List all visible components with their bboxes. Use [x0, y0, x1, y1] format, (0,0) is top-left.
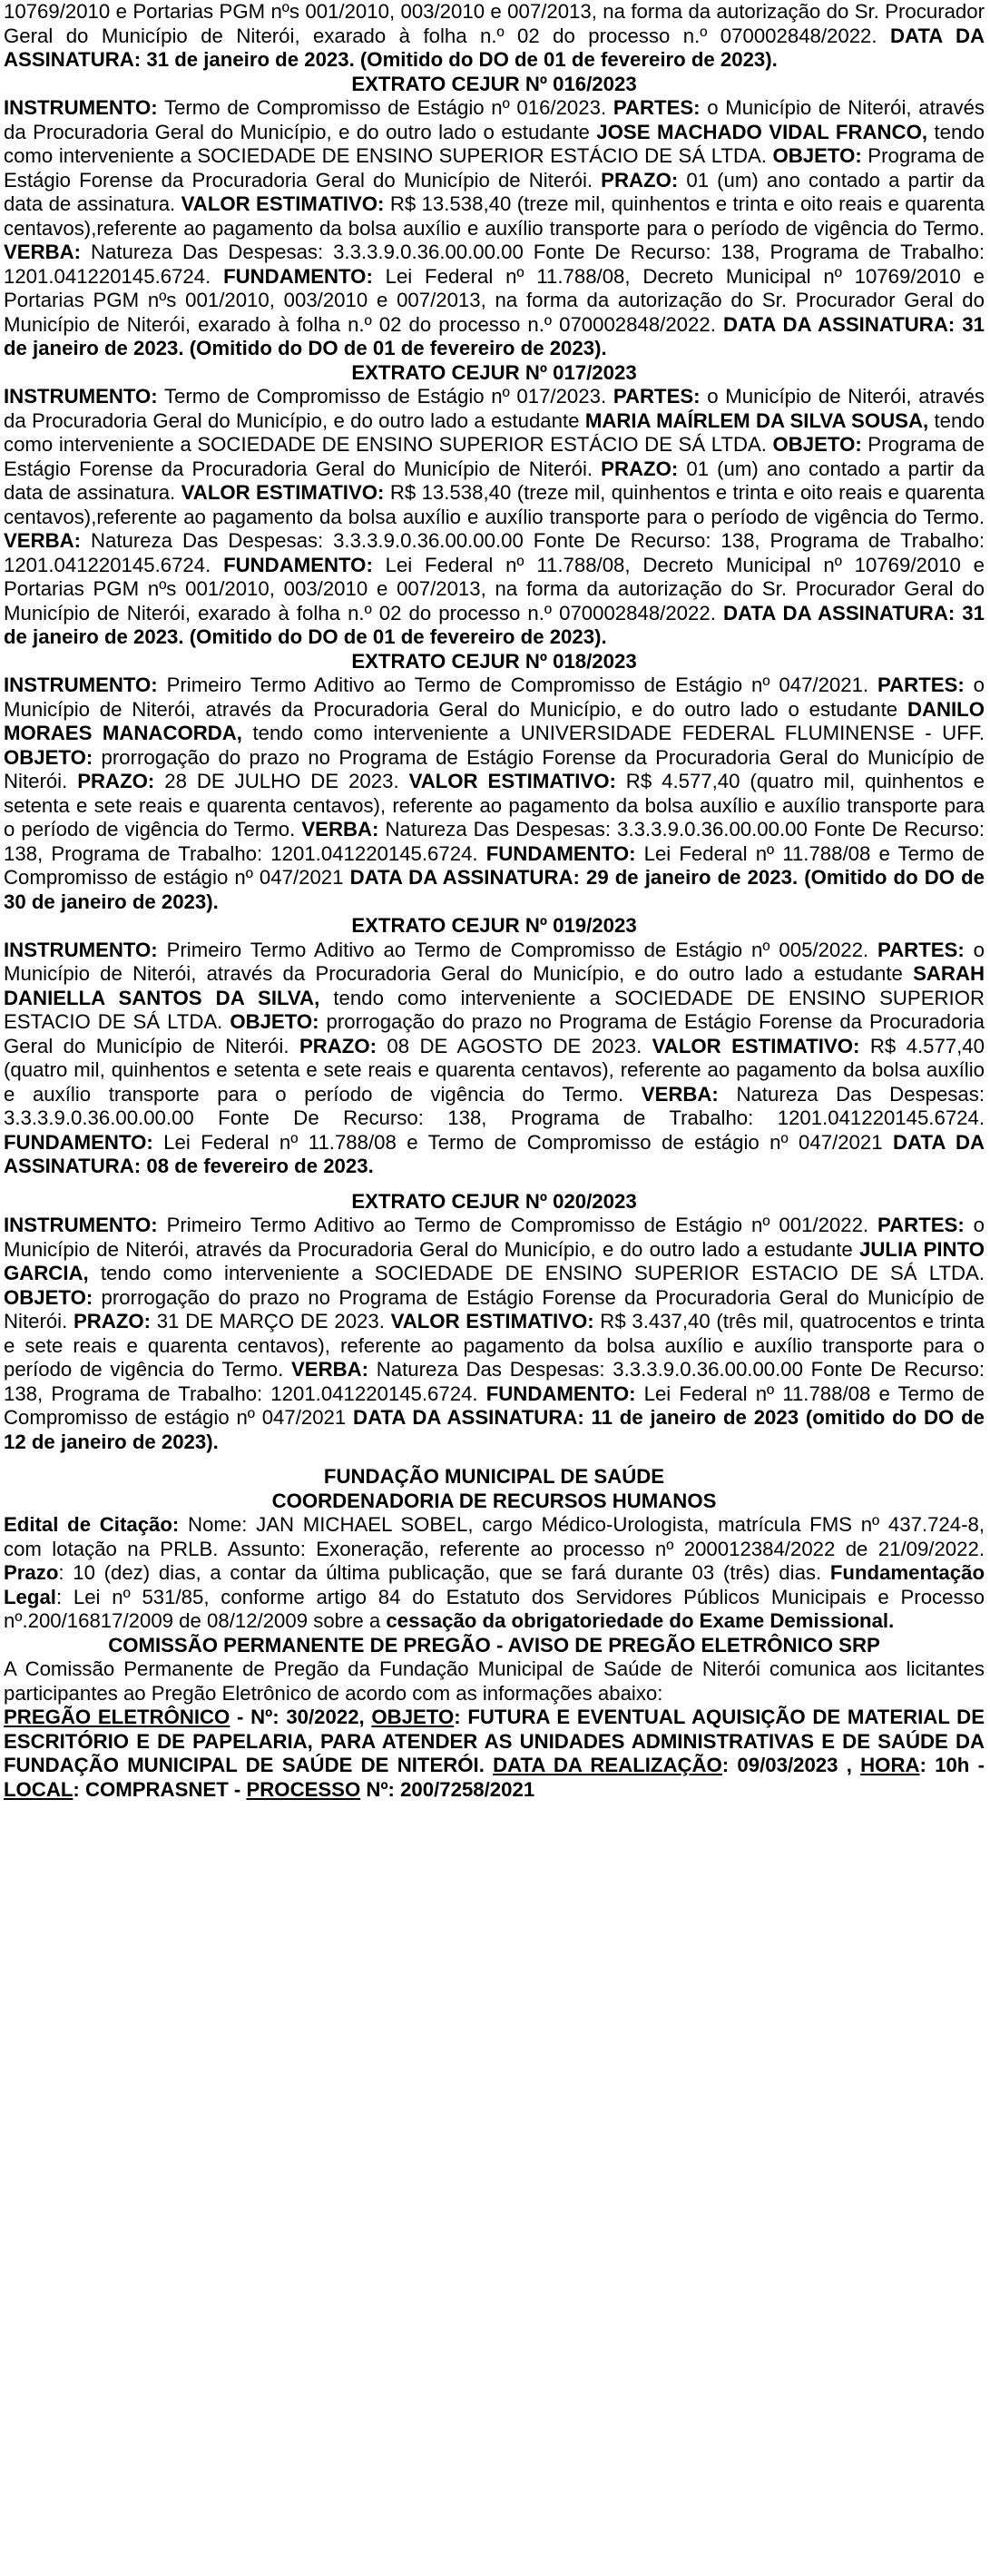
paragraph: [4, 385, 985, 650]
text-run: Natureza Das Despesas: 3.3.3.9.0.36.00.00.00 Fonte De Recurso: 138, Programa de Trabalho: 1201.041220145.6724.: [4, 818, 985, 865]
text-run: cessação da obrigatoriedade do Exame Demissional.: [386, 1609, 895, 1632]
text-run: - Nº: 30/2022,: [230, 1706, 372, 1728]
text-run: R$ 13.538,40 (treze mil, quinhentos e trinta e oito reais e quarenta centavos),referente ao pagamento da bolsa auxílio e auxílio transporte para o período de vigência do Termo.: [4, 192, 985, 240]
text-run: Lei Federal nº 11.788/08 e Termo de Compromisso de estágio nº 047/2021: [4, 841, 985, 889]
text-run: Termo de Compromisso de Estágio nº 017/2023.: [157, 385, 613, 408]
text-run: OBJETO:: [4, 1285, 93, 1309]
section-heading: [4, 1190, 985, 1214]
text-run: R$ 4.577,40 (quatro mil, quinhentos e setenta e sete reais e quarenta centavos), referente ao pagamento da bolsa auxílio e auxílio transporte para o período de vigência do Termo.: [4, 770, 985, 841]
text-run: Termo de Compromisso de Estágio nº 016/2023.: [157, 96, 613, 119]
text-run: o Município de Niterói, através da Procuradoria Geral do Município, e do outro lado a estudante: [4, 1214, 985, 1261]
text-run: VERBA:: [291, 1358, 369, 1381]
text-run: INSTRUMENTO:: [4, 1214, 158, 1236]
text-run: Natureza Das Despesas: 3.3.3.9.0.36.00.00.00 Fonte De Recurso: 138, Programa de Trabalho: 1201.041220145.6724.: [4, 241, 985, 288]
text-run: PARTES:: [877, 938, 965, 961]
text-run: DATA DA ASSINATURA: 29 de janeiro de 2023. (Omitido do DO de 30 de janeiro de 2023).: [4, 866, 985, 913]
text-run: INSTRUMENTO:: [4, 938, 158, 961]
text-run: COORDENADORIA DE RECURSOS HUMANOS: [271, 1489, 717, 1512]
text-run: Edital de Citação:: [4, 1513, 180, 1536]
text-run: 01 (um) ano contado a partir da data de assinatura.: [4, 168, 985, 215]
section-heading: [4, 361, 985, 386]
paragraph: [4, 1706, 985, 1802]
paragraph: [4, 1214, 985, 1454]
text-run: R$ 4.577,40 (quatro mil, quinhentos e setenta e sete reais e quarenta centavos), referente ao pagamento da bolsa auxílio e auxílio transporte para o período de vigência do Termo.: [4, 1034, 985, 1106]
text-run: R$ 3.437,40 (três mil, quatrocentos e trinta e sete reais e quarenta centavos), referente ao pagamento da bolsa auxílio e auxílio transporte para o período de vigência do Termo.: [4, 1310, 985, 1381]
text-run: Natureza Das Despesas: 3.3.3.9.0.36.00.00.00 Fonte De Recurso: 138, Programa de Trabalho: 1201.041220145.6724.: [4, 1082, 985, 1129]
text-run: Nome: JAN MICHAEL SOBEL, cargo Médico-Urologista, matrícula FMS nº 437.724-8, com lotação na PRLB. Assunto: Exoneração, referente ao processo nº 200012384/2022 de 21/09/2022.: [4, 1513, 985, 1560]
text-run: R$ 13.538,40 (treze mil, quinhentos e trinta e oito reais e quarenta centavos),referente ao pagamento da bolsa auxílio e auxílio transporte para o período de vigência do Termo.: [4, 481, 985, 528]
text-run: PRAZO:: [73, 1310, 152, 1332]
text-run: DATA DA ASSINATURA: 31 de janeiro de 2023. (Omitido do DO de 01 de fevereiro de 2023).: [4, 601, 985, 648]
text-run: A Comissão Permanente de Pregão da Fundação Municipal de Saúde de Niterói comunica aos licitantes participantes ao Pregão Eletrônico de acordo com as informações abaixo:: [4, 1657, 985, 1705]
text-run: tendo como interveniente a SOCIEDADE DE ENSINO SUPERIOR ESTACIO DE SÁ LTDA.: [88, 1262, 985, 1284]
text-run: PRAZO:: [299, 1034, 377, 1057]
text-run: COMISSÃO PERMANENTE DE PREGÃO - AVISO DE PREGÃO ELETRÔNICO SRP: [108, 1633, 880, 1657]
text-run: PARTES:: [877, 1214, 965, 1236]
text-run: 08 DE AGOSTO DE 2023.: [377, 1034, 652, 1057]
text-run: VALOR ESTIMATIVO:: [181, 192, 385, 215]
text-run: FUNDAMENTO:: [223, 264, 373, 288]
text-run: PARTES:: [613, 385, 701, 408]
text-run: PRAZO:: [601, 168, 679, 192]
text-run: o Município de Niterói, através da Procuradoria Geral do Município, e do outro lado o estudante: [4, 96, 985, 143]
text-run: Lei Federal nº 11.788/08, Decreto Municipal nº 10769/2010 e Portarias PGM nºs 001/2010, 003/2010 e 007/2013, na forma da autorização do Sr. Procurador Geral do Município de Niterói, exarado à folha n.º 02 do processo n.º 070002848/2022.: [4, 264, 985, 336]
text-run: EXTRATO CEJUR Nº 019/2023: [351, 914, 637, 937]
text-run: FUNDAMENTO:: [223, 553, 373, 576]
text-run: tendo como interveniente a UNIVERSIDADE FEDERAL FLUMINENSE - UFF.: [241, 722, 985, 744]
text-run: INSTRUMENTO:: [4, 673, 158, 696]
text-run: o Município de Niterói, através da Procuradoria Geral do Município, e do outro lado a estudante: [4, 938, 985, 985]
text-run: OBJETO:: [230, 1010, 319, 1033]
text-run: Prazo: [4, 1561, 59, 1584]
text-run: prorrogação do prazo no Programa de Estágio Forense da Procuradoria Geral do Município de Niterói.: [4, 1010, 985, 1057]
text-run: Primeiro Termo Aditivo ao Termo de Compromisso de Estágio nº 005/2022.: [157, 938, 877, 961]
text-run: EXTRATO CEJUR Nº 020/2023: [351, 1189, 637, 1213]
text-run: tendo como interveniente a SOCIEDADE DE ENSINO SUPERIOR ESTACIO DE SÁ LTDA.: [4, 986, 985, 1033]
text-run: 10769/2010 e Portarias PGM nºs 001/2010, 003/2010 e 007/2013, na forma da autorização do Sr. Procurador Geral do Município de Niterói, exarado à folha n.º 02 do processo n.º 070002848/2022.: [4, 0, 985, 47]
text-run: VERBA:: [4, 529, 82, 552]
text-run: : FUTURA E EVENTUAL AQUISIÇÃO DE MATERIAL DE ESCRITÓRIO E DE PAPELARIA, PARA ATENDER AS UNIDADES ADMINISTRATIVAS E DE SAÚDE DA FUNDAÇÃO MUNICIPAL DE SAÚDE DE NITERÓI.: [4, 1706, 985, 1776]
text-run: : COMPRASNET -: [73, 1777, 247, 1801]
text-run: VALOR ESTIMATIVO:: [181, 481, 385, 504]
text-run: Primeiro Termo Aditivo ao Termo de Compromisso de Estágio nº 001/2022.: [157, 1214, 877, 1236]
text-run: VALOR ESTIMATIVO:: [408, 770, 616, 792]
text-run: EXTRATO CEJUR Nº 016/2023: [351, 72, 637, 95]
text-run: JULIA PINTO GARCIA,: [4, 1237, 985, 1284]
text-run: INSTRUMENTO:: [4, 385, 158, 408]
text-run: VERBA:: [4, 241, 82, 263]
text-run: VERBA:: [641, 1082, 719, 1106]
text-run: 31 DE MARÇO DE 2023.: [151, 1310, 391, 1332]
text-run: Natureza Das Despesas: 3.3.3.9.0.36.00.00.00 Fonte De Recurso: 138, Programa de Trabalho: 1201.041220145.6724.: [4, 529, 985, 576]
paragraph: [4, 96, 985, 361]
text-run: OBJETO:: [772, 433, 862, 456]
text-run: Lei Federal nº 11.788/08 e Termo de Compromisso de estágio nº 047/2021: [4, 1381, 985, 1429]
text-run: JOSE MACHADO VIDAL FRANCO,: [596, 120, 927, 143]
text-run: VALOR ESTIMATIVO:: [390, 1310, 594, 1332]
text-run: DATA DA ASSINATURA: 31 de janeiro de 2023. (Omitido do DO de 01 de fevereiro de 2023).: [4, 24, 985, 71]
text-run: PREGÃO ELETRÔNICO: [4, 1706, 230, 1728]
paragraph: [4, 1513, 985, 1634]
text-run: DATA DA REALIZAÇÃO: [493, 1754, 722, 1776]
text-run: DATA DA ASSINATURA: 31 de janeiro de 2023. (Omitido do DO de 01 de fevereiro de 2023).: [4, 312, 985, 359]
text-run: : 10h -: [919, 1754, 985, 1776]
text-run: FUNDAMENTO:: [485, 1381, 636, 1405]
text-run: Primeiro Termo Aditivo ao Termo de Compromisso de Estágio nº 047/2021.: [157, 673, 877, 696]
text-run: EXTRATO CEJUR Nº 018/2023: [351, 649, 637, 673]
text-run: EXTRATO CEJUR Nº 017/2023: [351, 360, 637, 384]
text-run: VERBA:: [301, 818, 379, 841]
text-run: prorrogação do prazo no Programa de Estágio Forense da Procuradoria Geral do Município de Niterói.: [4, 1285, 985, 1332]
text-run: PRAZO:: [601, 457, 679, 480]
paragraph: [4, 0, 985, 73]
text-run: : 09/03/2023 ,: [721, 1754, 861, 1776]
text-run: o Município de Niterói, através da Procuradoria Geral do Município, e do outro lado a estudante: [4, 385, 985, 432]
section-heading: [4, 1634, 985, 1658]
text-run: : 10 (dez) dias, a contar da última publicação, que se fará durante 03 (três) dias.: [58, 1561, 830, 1584]
text-run: PARTES:: [613, 96, 701, 119]
text-run: 28 DE JULHO DE 2023.: [154, 770, 409, 792]
text-run: FUNDAMENTO:: [485, 841, 636, 865]
text-run: Nº: 200/7258/2021: [360, 1777, 535, 1801]
text-run: PARTES:: [877, 673, 965, 696]
text-run: OBJETO:: [4, 745, 93, 769]
text-run: tendo como interveniente a SOCIEDADE DE ENSINO SUPERIOR ESTÁCIO DE SÁ LTDA.: [4, 120, 985, 167]
text-run: o Município de Niterói, através da Procuradoria Geral do Município, e do outro lado o estudante: [4, 673, 985, 721]
paragraph: [4, 939, 985, 1179]
text-run: Natureza Das Despesas: 3.3.3.9.0.36.00.00.00 Fonte De Recurso: 138, Programa de Trabalho: 1201.041220145.6724.: [4, 1358, 985, 1405]
section-heading: [4, 914, 985, 939]
text-run: DANILO MORAES MANACORDA,: [4, 697, 985, 744]
text-run: PRAZO:: [77, 770, 155, 792]
text-run: MARIA MAÍRLEM DA SILVA SOUSA,: [584, 408, 929, 432]
text-run: VALOR ESTIMATIVO:: [652, 1034, 860, 1057]
section-heading: [4, 1490, 985, 1514]
text-run: Programa de Estágio Forense da Procuradoria Geral do Município de Niterói.: [4, 433, 985, 480]
section-heading: [4, 650, 985, 674]
section-heading: [4, 73, 985, 97]
text-run: FUNDAMENTO:: [4, 1130, 153, 1154]
text-run: Lei Federal nº 11.788/08, Decreto Municipal nº 10769/2010 e Portarias PGM nºs 001/2010, 003/2010 e 007/2013, na forma da autorização do Sr. Procurador Geral do Município de Niterói, exarado à folha n.º 02 do processo n.º 070002848/2022.: [4, 553, 985, 624]
text-run: prorrogação do prazo no Programa de Estágio Forense da Procuradoria Geral do Município de Niterói.: [4, 745, 985, 792]
text-run: 01 (um) ano contado a partir da data de assinatura.: [4, 457, 985, 504]
text-run: HORA: [860, 1754, 920, 1776]
text-run: OBJETO: [371, 1706, 455, 1728]
text-run: PROCESSO: [246, 1777, 361, 1801]
text-run: OBJETO:: [772, 144, 862, 167]
text-run: FUNDAÇÃO MUNICIPAL DE SAÚDE: [323, 1465, 665, 1488]
text-run: : Lei nº 531/85, conforme artigo 84 do Estatuto dos Servidores Públicos Municipais e Processo nº.200/16817/2009 de 08/12/2009 sobre a: [4, 1585, 985, 1632]
text-run: INSTRUMENTO:: [4, 96, 158, 119]
paragraph: [4, 1657, 985, 1706]
text-run: Lei Federal nº 11.788/08 e Termo de Compromisso de estágio nº 047/2021: [152, 1130, 894, 1154]
text-run: Fundamentação Legal: [4, 1561, 985, 1608]
text-run: Programa de Estágio Forense da Procuradoria Geral do Município de Niterói.: [4, 144, 985, 192]
paragraph: [4, 673, 985, 914]
text-run: tendo como interveniente a SOCIEDADE DE ENSINO SUPERIOR ESTÁCIO DE SÁ LTDA.: [4, 408, 985, 456]
text-run: SARAH DANIELLA SANTOS DA SILVA,: [4, 962, 985, 1009]
text-run: DATA DA ASSINATURA: 11 de janeiro de 2023 (omitido do DO de 12 de janeiro de 2023).: [4, 1406, 985, 1453]
section-heading: [4, 1465, 985, 1490]
text-run: DATA DA ASSINATURA: 08 de fevereiro de 2023.: [4, 1130, 985, 1177]
text-run: LOCAL: [4, 1777, 74, 1801]
